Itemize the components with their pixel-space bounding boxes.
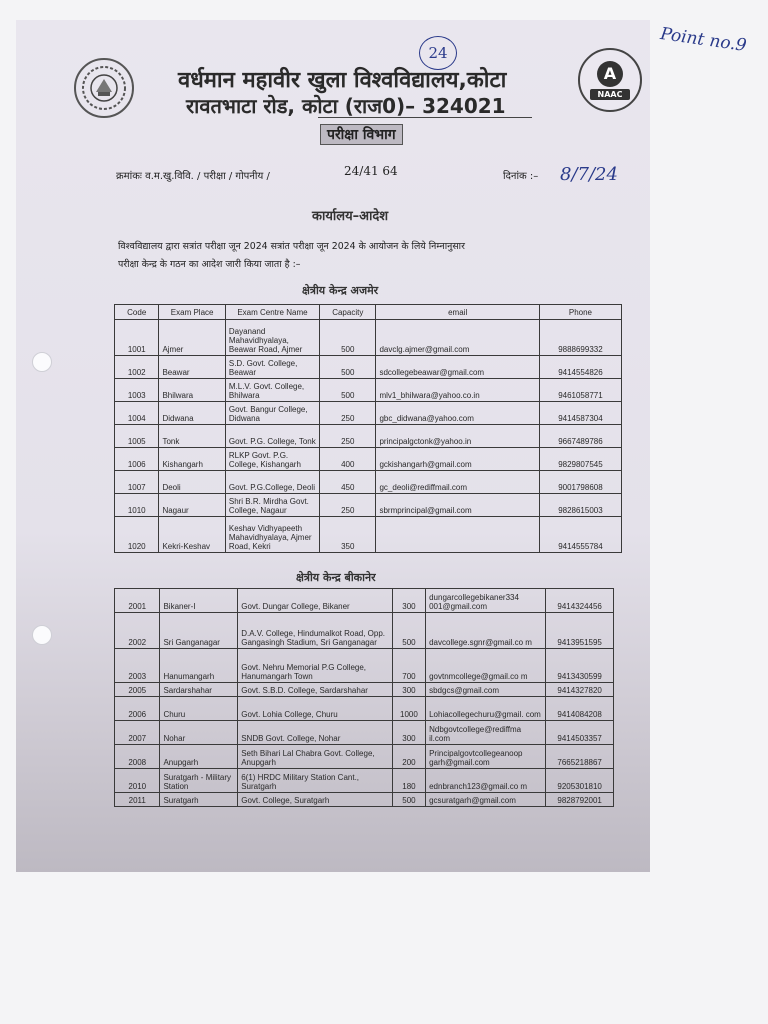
cell-capacity: 250 bbox=[320, 494, 376, 517]
cell-place: Nohar bbox=[160, 721, 238, 745]
cell-phone: 9888699332 bbox=[539, 320, 621, 356]
cell-code: 1003 bbox=[115, 379, 159, 402]
point-note: Point no.9 bbox=[659, 24, 748, 56]
cell-capacity: 300 bbox=[392, 721, 425, 745]
cell-place: Suratgarh bbox=[160, 793, 238, 807]
cell-phone: 9829807545 bbox=[539, 448, 621, 471]
cell-centre: Govt. Nehru Memorial P.G College, Hanumangarh Town bbox=[238, 649, 393, 683]
cell-email: principalgctonk@yahoo.in bbox=[376, 425, 539, 448]
table-row bbox=[115, 793, 614, 807]
table-row bbox=[115, 448, 622, 471]
cell-code: 1020 bbox=[115, 517, 159, 553]
ajmer-table bbox=[114, 304, 622, 553]
cell-phone: 9414555784 bbox=[539, 517, 621, 553]
order-date: 8/7/24 bbox=[560, 164, 618, 185]
table-row bbox=[115, 649, 614, 683]
reference-label: क्रमांकः व.म.खु.विवि. / परीक्षा / गोपनीय / bbox=[116, 171, 270, 182]
cell-capacity: 500 bbox=[392, 613, 425, 649]
page-mark: 24 bbox=[428, 44, 448, 62]
table-row bbox=[115, 402, 622, 425]
cell-email: Lohiacollegechuru@gmail. com bbox=[426, 697, 546, 721]
column-header-code: Code bbox=[115, 305, 159, 320]
cell-email: Principalgovtcollegeanoop garh@gmail.com bbox=[426, 745, 546, 769]
table-row bbox=[115, 697, 614, 721]
cell-centre: RLKP Govt. P.G. College, Kishangarh bbox=[225, 448, 319, 471]
cell-phone: 9413430599 bbox=[546, 649, 614, 683]
cell-code: 1007 bbox=[115, 471, 159, 494]
order-body-line1: विश्वविद्यालय द्वारा सत्रांत परीक्षा जून 2024 सत्रांत परीक्षा जून 2024 के आयोजन के लिये निम्नानुसार bbox=[118, 241, 465, 252]
table-row bbox=[115, 613, 614, 649]
cell-email: gc_deoli@rediffmail.com bbox=[376, 471, 539, 494]
table-row bbox=[115, 471, 622, 494]
cell-code: 1004 bbox=[115, 402, 159, 425]
cell-email: gbc_didwana@yahoo.com bbox=[376, 402, 539, 425]
cell-capacity: 500 bbox=[320, 356, 376, 379]
cell-phone: 9414324456 bbox=[546, 589, 614, 613]
naac-label: NAAC bbox=[590, 89, 631, 100]
cell-centre: Dayanand Mahavidhyalaya, Beawar Road, Ajmer bbox=[225, 320, 319, 356]
cell-email: gckishangarh@gmail.com bbox=[376, 448, 539, 471]
cell-centre: M.L.V. Govt. College, Bhilwara bbox=[225, 379, 319, 402]
cell-place: Kekri-Keshav bbox=[159, 517, 225, 553]
cell-code: 2006 bbox=[115, 697, 160, 721]
order-body-line2: परीक्षा केन्द्र के गठन का आदेश जारी किया जाता है :– bbox=[118, 259, 301, 270]
header-rule bbox=[318, 117, 532, 118]
naac-grade: A bbox=[597, 61, 623, 87]
table-row bbox=[115, 379, 622, 402]
dispatch-number: 24/41 64 bbox=[344, 164, 398, 178]
cell-email: sbdgcs@gmail.com bbox=[426, 683, 546, 697]
cell-email: davclg.ajmer@gmail.com bbox=[376, 320, 539, 356]
cell-phone: 7665218867 bbox=[546, 745, 614, 769]
table-row bbox=[115, 494, 622, 517]
cell-email: mlv1_bhilwara@yahoo.co.in bbox=[376, 379, 539, 402]
table-row bbox=[115, 769, 614, 793]
cell-centre: 6(1) HRDC Military Station Cant., Suratgarh bbox=[238, 769, 393, 793]
cell-code: 1005 bbox=[115, 425, 159, 448]
naac-badge-icon bbox=[578, 48, 642, 112]
table-row bbox=[115, 745, 614, 769]
cell-email: govtnmcollege@gmail.co m bbox=[426, 649, 546, 683]
cell-code: 1002 bbox=[115, 356, 159, 379]
cell-code: 2002 bbox=[115, 613, 160, 649]
table-row bbox=[115, 589, 614, 613]
cell-place: Hanumangarh bbox=[160, 649, 238, 683]
cell-place: Bhilwara bbox=[159, 379, 225, 402]
cell-capacity: 200 bbox=[392, 745, 425, 769]
cell-capacity: 400 bbox=[320, 448, 376, 471]
cell-phone: 9001798608 bbox=[539, 471, 621, 494]
cell-email: ednbranch123@gmail.co m bbox=[426, 769, 546, 793]
department-label: परीक्षा विभाग bbox=[320, 124, 403, 145]
cell-email: sbrmprincipal@gmail.com bbox=[376, 494, 539, 517]
cell-centre: Keshav Vidhyapeeth Mahavidhyalaya, Ajmer Road, Kekri bbox=[225, 517, 319, 553]
cell-code: 1010 bbox=[115, 494, 159, 517]
order-title: कार्यालय–आदेश bbox=[312, 209, 389, 224]
cell-phone: 9414503357 bbox=[546, 721, 614, 745]
cell-centre: Seth Bihari Lal Chabra Govt. College, Anupgarh bbox=[238, 745, 393, 769]
cell-centre: Govt. S.B.D. College, Sardarshahar bbox=[238, 683, 393, 697]
cell-code: 2010 bbox=[115, 769, 160, 793]
cell-capacity: 500 bbox=[392, 793, 425, 807]
cell-place: Suratgarh - Military Station bbox=[160, 769, 238, 793]
cell-centre: Govt. College, Suratgarh bbox=[238, 793, 393, 807]
cell-code: 2008 bbox=[115, 745, 160, 769]
cell-capacity: 500 bbox=[320, 320, 376, 356]
cell-phone: 9413951595 bbox=[546, 613, 614, 649]
column-header-email: email bbox=[376, 305, 539, 320]
table-row bbox=[115, 721, 614, 745]
cell-centre: Govt. Bangur College, Didwana bbox=[225, 402, 319, 425]
date-label: दिनांक :– bbox=[503, 171, 539, 182]
cell-place: Bikaner-I bbox=[160, 589, 238, 613]
cell-place: Sardarshahar bbox=[160, 683, 238, 697]
ajmer-heading: क्षेत्रीय केन्द्र अजमेर bbox=[302, 284, 379, 297]
cell-centre: SNDB Govt. College, Nohar bbox=[238, 721, 393, 745]
cell-place: Beawar bbox=[159, 356, 225, 379]
cell-phone: 9414587304 bbox=[539, 402, 621, 425]
cell-place: Anupgarh bbox=[160, 745, 238, 769]
cell-code: 2005 bbox=[115, 683, 160, 697]
cell-code: 2003 bbox=[115, 649, 160, 683]
cell-place: Sri Ganganagar bbox=[160, 613, 238, 649]
cell-code: 2011 bbox=[115, 793, 160, 807]
cell-place: Kishangarh bbox=[159, 448, 225, 471]
cell-capacity: 1000 bbox=[392, 697, 425, 721]
cell-place: Ajmer bbox=[159, 320, 225, 356]
cell-code: 1006 bbox=[115, 448, 159, 471]
cell-phone: 9414554826 bbox=[539, 356, 621, 379]
cell-phone: 9205301810 bbox=[546, 769, 614, 793]
punch-hole-bottom bbox=[32, 625, 52, 645]
table-row bbox=[115, 517, 622, 553]
university-emblem-icon bbox=[74, 58, 134, 118]
cell-centre: Govt. Dungar College, Bikaner bbox=[238, 589, 393, 613]
cell-phone: 9414084208 bbox=[546, 697, 614, 721]
column-header-centre: Exam Centre Name bbox=[225, 305, 319, 320]
table-row bbox=[115, 356, 622, 379]
cell-email: gcsuratgarh@gmail.com bbox=[426, 793, 546, 807]
column-header-place: Exam Place bbox=[159, 305, 225, 320]
cell-capacity: 250 bbox=[320, 402, 376, 425]
cell-email: dungarcollegebikaner334 001@gmail.com bbox=[426, 589, 546, 613]
cell-capacity: 180 bbox=[392, 769, 425, 793]
bikaner-table bbox=[114, 588, 614, 807]
bikaner-heading: क्षेत्रीय केन्द्र बीकानेर bbox=[296, 571, 376, 584]
column-header-phone: Phone bbox=[539, 305, 621, 320]
table-row bbox=[115, 320, 622, 356]
cell-phone: 9667489786 bbox=[539, 425, 621, 448]
cell-centre: Govt. Lohia College, Churu bbox=[238, 697, 393, 721]
cell-code: 2007 bbox=[115, 721, 160, 745]
cell-capacity: 500 bbox=[320, 379, 376, 402]
cell-place: Nagaur bbox=[159, 494, 225, 517]
cell-phone: 9828792001 bbox=[546, 793, 614, 807]
column-header-capacity: Capacity bbox=[320, 305, 376, 320]
cell-capacity: 700 bbox=[392, 649, 425, 683]
table-row bbox=[115, 683, 614, 697]
university-address: रावतभाटा रोड, कोटा (राज0)– 324021 bbox=[186, 94, 506, 118]
cell-capacity: 350 bbox=[320, 517, 376, 553]
cell-phone: 9828615003 bbox=[539, 494, 621, 517]
cell-email: sdcollegebeawar@gmail.com bbox=[376, 356, 539, 379]
cell-code: 2001 bbox=[115, 589, 160, 613]
cell-place: Deoli bbox=[159, 471, 225, 494]
cell-centre: S.D. Govt. College, Beawar bbox=[225, 356, 319, 379]
cell-place: Tonk bbox=[159, 425, 225, 448]
cell-capacity: 250 bbox=[320, 425, 376, 448]
cell-capacity: 450 bbox=[320, 471, 376, 494]
cell-email bbox=[376, 517, 539, 553]
cell-phone: 9414327820 bbox=[546, 683, 614, 697]
cell-place: Churu bbox=[160, 697, 238, 721]
cell-capacity: 300 bbox=[392, 683, 425, 697]
table-row bbox=[115, 425, 622, 448]
cell-email: davcollege.sgnr@gmail.co m bbox=[426, 613, 546, 649]
cell-code: 1001 bbox=[115, 320, 159, 356]
cell-centre: Govt. P.G.College, Deoli bbox=[225, 471, 319, 494]
cell-phone: 9461058771 bbox=[539, 379, 621, 402]
ajmer-header-row bbox=[115, 305, 622, 320]
cell-centre: Shri B.R. Mirdha Govt. College, Nagaur bbox=[225, 494, 319, 517]
cell-centre: Govt. P.G. College, Tonk bbox=[225, 425, 319, 448]
university-name: वर्धमान महावीर खुला विश्वविद्यालय,कोटा bbox=[178, 68, 507, 93]
punch-hole-top bbox=[32, 352, 52, 372]
cell-capacity: 300 bbox=[392, 589, 425, 613]
cell-email: Ndbgovtcollege@rediffma il.com bbox=[426, 721, 546, 745]
cell-place: Didwana bbox=[159, 402, 225, 425]
cell-centre: D.A.V. College, Hindumalkot Road, Opp. Gangasingh Stadium, Sri Ganganagar bbox=[238, 613, 393, 649]
